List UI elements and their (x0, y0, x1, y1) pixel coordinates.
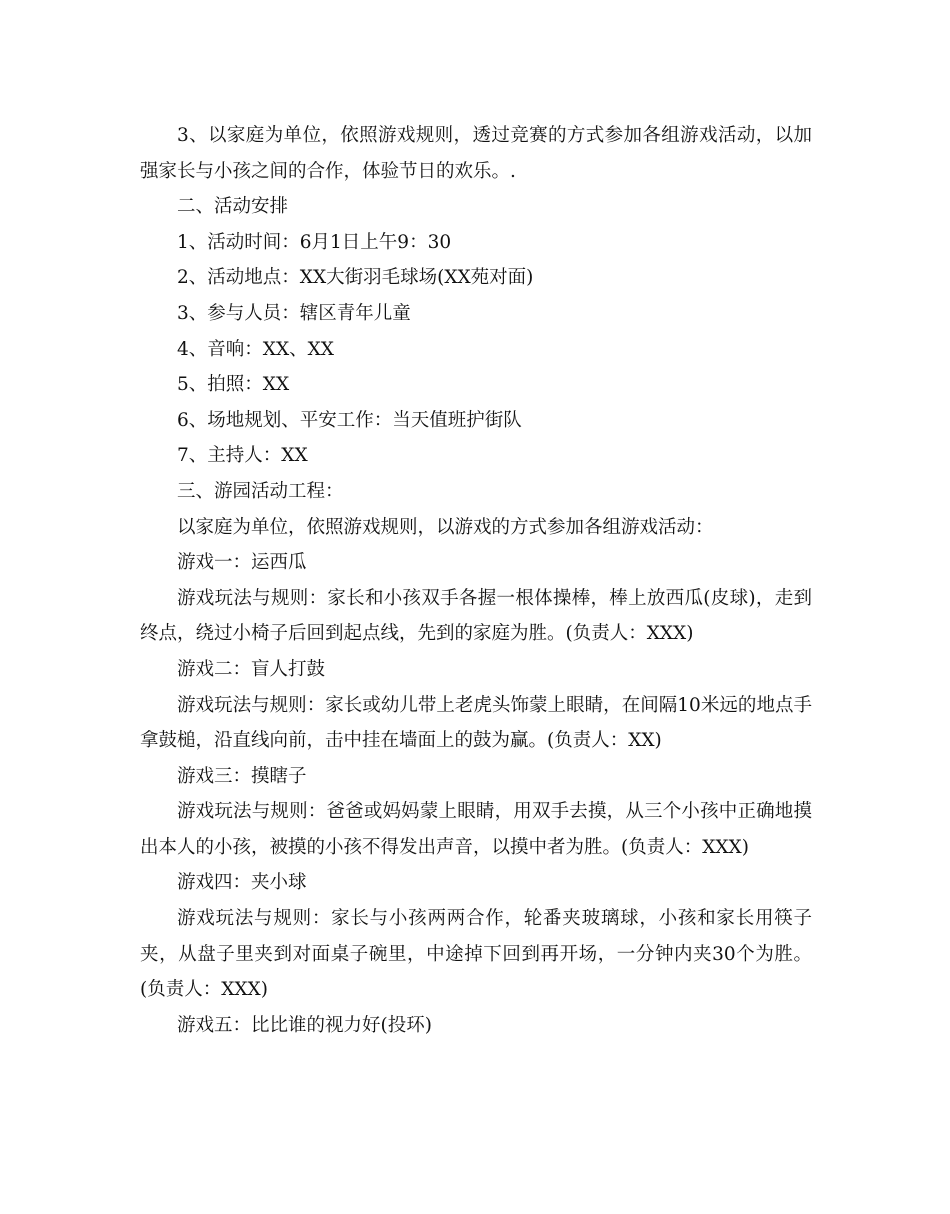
game-2-rules: 游戏玩法与规则：家长或幼儿带上老虎头饰蒙上眼睛，在间隔10米远的地点手拿鼓槌，沿直线向前，击中挂在墙面上的鼓为赢。(负责人：XX) (140, 694, 812, 752)
item-audio: 4、音响：XX、XX (177, 338, 334, 360)
item-venue-safety: 6、场地规划、平安工作：当天值班护街队 (177, 409, 522, 431)
item-activity-time: 1、活动时间：6月1日上午9：30 (177, 231, 452, 253)
game-2-title: 游戏二：盲人打鼓 (177, 658, 326, 680)
item-activity-location: 2、活动地点：XX大街羽毛球场(XX苑对面) (177, 267, 534, 289)
section-heading-activity-arrangement: 二、活动安排 (177, 196, 289, 218)
garden-activities-intro: 以家庭为单位，依照游戏规则，以游戏的方式参加各组游戏活动： (177, 516, 714, 538)
game-4-title: 游戏四：夹小球 (177, 872, 307, 894)
document-body (140, 118, 812, 1043)
paragraph-rule-3: 3、以家庭为单位，依照游戏规则，透过竞赛的方式参加各组游戏活动，以加强家长与小孩之间的合作，体验节日的欢乐。. (140, 125, 812, 182)
item-photography: 5、拍照：XX (177, 374, 290, 396)
game-3-title: 游戏三：摸瞎子 (177, 765, 307, 787)
item-participants: 3、参与人员：辖区青年儿童 (177, 302, 411, 324)
game-1-rules: 游戏玩法与规则：家长和小孩双手各握一根体操棒，棒上放西瓜(皮球)，走到终点，绕过小椅子后回到起点线，先到的家庭为胜。(负责人：XXX) (140, 587, 812, 645)
item-host: 7、主持人：XX (177, 445, 308, 467)
game-5-title: 游戏五：比比谁的视力好(投环) (177, 1014, 432, 1036)
game-3-rules: 游戏玩法与规则：爸爸或妈妈蒙上眼睛，用双手去摸，从三个小孩中正确地摸出本人的小孩，被摸的小孩不得发出声音，以摸中者为胜。(负责人：XXX) (140, 801, 812, 858)
game-1-title: 游戏一：运西瓜 (177, 552, 307, 574)
section-heading-garden-activities: 三、游园活动工程： (177, 480, 344, 502)
game-4-rules: 游戏玩法与规则：家长与小孩两两合作，轮番夹玻璃球，小孩和家长用筷子夹，从盘子里夹到对面桌子碗里，中途掉下回到再开场，一分钟内夹30个为胜。(负责人：XXX) (140, 908, 812, 1001)
